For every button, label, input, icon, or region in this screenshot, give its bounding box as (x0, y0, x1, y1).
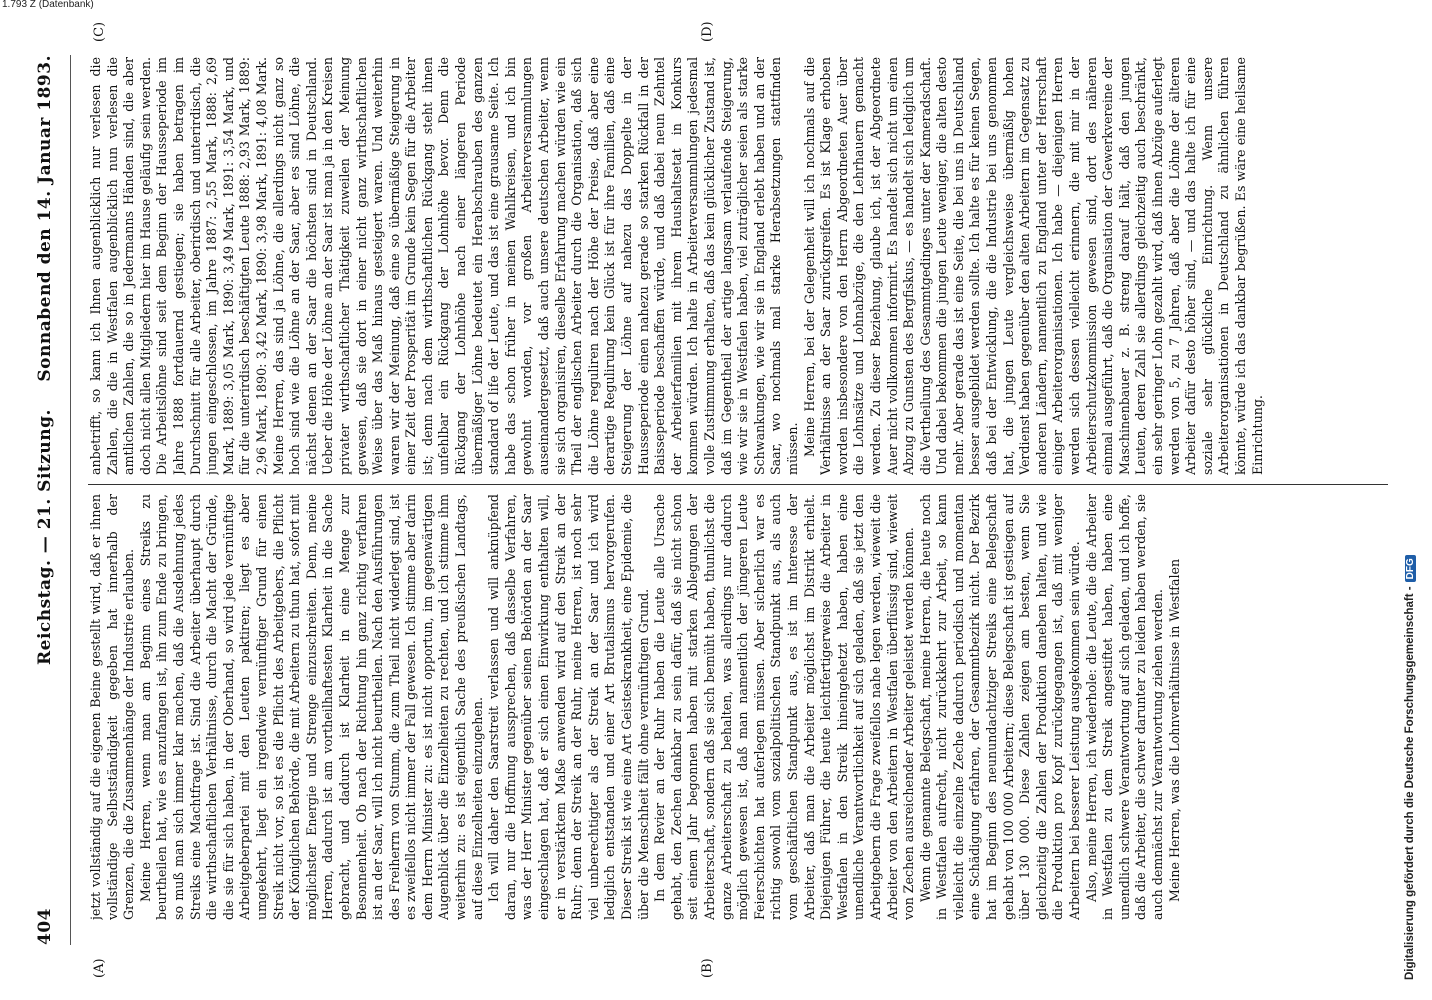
paragraph: jetzt vollständig auf die eigenen Beine gestellt wird, daß er ihnen vollständige Selbstständigkeit gegeben hat innerhalb der Grenzen, die die Zusammenhänge der Industrie erlauben. (88, 494, 137, 920)
paragraph: In dem Revier an der Ruhr haben die Leute alle Ursache gehabt, den Zechen dankbar zu sein dafür, daß sie nicht schon seit einem Jahr begonnen haben mit starken Ablegungen der Arbeiterschaft, sondern daß sie sich bemüht haben, thunlichst die ganze Arbeiterschaft zu behalten, was allerdings nur dadurch möglich gewesen ist, daß man namentlich der jüngeren Leute Feierschichten hat auferlegen müssen. Aber sicherlich war es richtig sowohl vom sozialpolitischen Standpunkt aus, als auch vom geschäftlichen Standpunkt aus, es ist im Interesse der Arbeiter, daß man die Arbeiter möglichst im Distrikt erhielt. Diejenigen Führer, die heute leichtfertigerweise die Arbeiter in Westfalen in den Streik hineingehetzt haben, haben eine unendliche Verantwortlichkeit auf sich geladen, daß sie jetzt den Arbeitgebern die Frage zweifellos nahe legen werden, wieweit die Arbeiter von den Arbeitern in Westfalen überflüssig sind, wieweit von Zechen ausreichender Arbeiter geleistet werden können. (652, 494, 917, 920)
paragraph: Also, meine Herren, ich wiederhole: die Leute, die die Arbeiter in Westfalen zu dem Streik angestiftet haben, haben eine unendlich schwere Verantwortung auf sich geladen, und ich hoffe, daß die Arbeiter, die schwer darunter zu leiden haben werden, sie auch demnächst zur Verantwortung ziehen werden. (1083, 494, 1165, 920)
page-number: 404 (35, 908, 55, 945)
margin-marker-b: (B) (700, 958, 715, 978)
paragraph: Meine Herren, was die Lohnverhältnisse in Westfalen (1166, 558, 1182, 902)
running-head (35, 55, 63, 945)
credit-text: Digitalisierung gefördert durch die Deutsche Forschungsgemeinschaft - (1404, 586, 1416, 980)
column-divider (88, 484, 1388, 485)
right-column (88, 57, 1388, 475)
digitization-credit (1404, 20, 1416, 980)
margin-marker-a: (A) (92, 958, 107, 978)
header-date: Sonnabend den 14. Januar 1893. (35, 55, 55, 382)
paragraph: Wenn die genannte Belegschaft, meine Herren, die heute noch in Westfalen aufrecht, nicht zurückkehrt zur Arbeit, so kann vielleicht die einzelne Zeche dadurch periodisch und momentan eine Schädigung erfahren, der Gesammtbezirk nicht. Der Bezirk hat im Beginn des neunundachtziger Streiks eine Belegschaft gehabt von 100 000 Arbeitern; diese Belegschaft ist gestiegen auf über 130 000. Diese Zahlen zeigen am besten, wenn Sie gleichzeitig die Zahlen der Produktion daneben halten, und wie die Produktion pro Kopf zurückgegangen ist, daß mit weniger Arbeitern bei besserer Leistung ausgekommen sein würde. (917, 494, 1083, 920)
dfg-logo: DFG (1405, 555, 1416, 582)
paragraph: anbetrifft, so kann ich Ihnen augenblicklich nur verlesen die Zahlen, die die in Westfalen augenblicklich nun verlesen die amtlichen Zahlen, die so in Jedermanns Händen sind, die aber doch nicht allen Mitgliedern hier im Hause geläufig sein werden. Die Arbeitslöhne sind seit dem Beginn der Hausseperiode im Jahre 1888 fortdauernd gestiegen; sie haben betragen im Durchschnitt für alle Arbeiter, oberirdisch und unterirdisch, die jungen eingeschlossen, im Jahre 1887: 2,55 Mark, 1888: 2,69 Mark, 1889: 3,05 Mark, 1890: 3,49 Mark, 1891: 3,54 Mark, und für die unterirdisch beschäftigten Leute 1888: 2,93 Mark, 1889: 2,96 Mark, 1890: 3,42 Mark, 1890: 3,98 Mark, 1891: 4,08 Mark. Meine Herren, das sind ja Löhne, die allerdings nicht ganz so hoch sind wie die Löhne an der Saar, aber es sind Löhne, die nächst denen an der Saar die höchsten sind in Deutschland. Ueber die Höhe der Löhne an der Saar ist man ja in den Kreisen privater wirthschaftlicher Thätigkeit zuweilen der Meinung gewesen, daß sie dort in einer nicht ganz wirthschaftlichen Weise über das Maß hinaus gesteigert waren. Und weiterhin waren wir der Meinung, daß eine so übermäßige Steigerung in einer Zeit der Prosperität im Grunde kein Segen für die Arbeiter ist; denn nach dem wirthschaftlichen Rückgang steht ihnen unfehlbar ein Rückgang der Lohnhöhe bevor. Denn die Rückgang der Lohnhöhe nach einer längeren Periode übermäßiger Löhne bedeutet ein Herabschrauben des ganzen standard of life der Leute, und das ist eine grausame Seite. Ich habe das schon früher in meinen Wahlkreisen, und ich bin gewohnt worden, vor großen Arbeiterversammlungen auseinandergesetzt, daß auch unsere deutschen Arbeiter, wenn sie sich organisiren, dieselbe Erfahrung machen würden wie ein Theil der englischen Arbeiter durch die Organisation, daß sich die Löhne reguliren nach der Höhe der Preise, daß aber eine derartige Regulirung kein Glück ist für ihre Familien, daß eine Steigerung der Löhne auf nahezu das Doppelte in der Hausseperiode einen nahezu gerade so starken Rückfall in der Baisseperiode beschaffen würde, und daß dabei neun Zehntel der Arbeiterfamilien mit ihrem Haushaltsetat in Konkurs kommen würden. Ich halte in Arbeiterversammlungen jedesmal volle Zustimmung erhalten, daß das kein glücklicher Zustand ist, daß im Gegentheil der artige langsam verlaufende Steigerung, wie wir sie in Westfalen haben, viel zuträglicher seien als starke Schwankungen, wie wir sie in England erlebt haben und an der Saar, wo nochmals mal starke Herabsetzungen stattfinden müssen. (88, 57, 800, 475)
paragraph: Ich will daher den Saarstreit verlassen und will anknüpfend daran, nur die Hoffnung aussprechen, daß dasselbe Verfahren, was der Herr Minister gegenüber seinen Behörden an der Saar eingeschlagen hat, daß er sich einen Einwirkung enthalten will, er in verstärktem Maße anwenden wird auf den Streik an der Ruhr; denn der Streik an der Ruhr, meine Herren, ist noch sehr viel unberechtigter als der Streik an der Saar und ich wird lediglich entstanden und einer Art Brutalismus hervorgerufen. Dieser Streik ist wie eine Art Geisteskrankheit, eine Epidemie, die über die Menschheit fällt ohne vernünftigen Grund. (486, 494, 651, 920)
header-rule (70, 55, 71, 945)
paragraph: Meine Herren, bei der Gelegenheit will ich nochmals auf die Verhältnisse an der Saar zurückgreifen. Es ist Klage erhoben worden insbesondere von den Herrn Abgeordneten Auer über die Lohnsätze und Lohnabzüge, die den Lehrhauern gemacht werden. Zu dieser Beziehung, glaube ich, ist der Abgeordnete Auer nicht vollkommen informirt. Es handelt sich nicht um einen Abzug zu Gunsten des Bergfiskus, — es handelt sich lediglich um die Vertheilung des Gesammtgedinges unter der Kameradschaft. Und dabei bekommen die jungen Leute weniger, die alten desto mehr. Aber gerade das ist eine Seite, die bei uns in Deutschland besser ausgebildet werden sollte. Ich halte es für keinen Segen, daß bei der Entwicklung, die die Industrie bei uns genommen hat, die jungen Leute vergleichsweise übermäßig hohen Verdienst haben gegenüber den alten Arbeitern im Gegensatz zu anderen Ländern, namentlich zu England unter der Herrschaft einiger Arbeiterorganisationen. Ich habe — diejenigen Herren werden sich dessen vielleicht erinnern, die mit mir in der Arbeiterschutzkommission gewesen sind, dort des näheren einmal ausgeführt, daß die Organisation der Gewerkvereine der Maschinenbauer z. B. streng darauf hält, daß den jungen Leuten, deren Zahl sie allerdings gleichzeitig auch beschränkt, ein sehr geringer Lohn gezahlt wird, daß ihnen Abzüge auferlegt werden von 5, zu 7 Jahren, daß aber die Löhne der älteren Arbeiter dafür desto höher sind, — und das halte ich für eine soziale sehr glückliche Einrichtung. Wenn unsere Arbeiterorganisationen in Deutschland zu ähnlichen führen könnte, würde ich das dankbar begrüßen. Es wäre eine heilsame Einrichtung. (801, 57, 1265, 475)
corner-tag: 1.793 Z (Datenbank) (2, 0, 94, 10)
margin-marker-c: (C) (92, 21, 107, 42)
header-title: Reichstag. — 21. Sitzung. (35, 409, 55, 665)
paragraph: Meine Herren, wenn man am Beginn eines Streiks zu beurtheilen hat, wie es anzufangen ist, ihn zum Ende zu bringen, so muß man sich immer klar machen, daß die Ausdehnung jedes Streiks eine Machtfrage ist. Sind die Arbeiter überhaupt durch die wirthschaftlichen Verhältnisse, durch die Macht der Gründe, die sie für sich haben, in der Oberhand, so wird jede vernünftige Arbeitgeberpartei mit den Leuten paktiren; liegt es aber umgekehrt, liegt ein irgendwie vernünftiger Grund für einen Streik nicht vor, so ist es die Pflicht des Arbeitgebers, die Pflicht der Königlichen Behörde, die mit Arbeitern zu thun hat, sofort mit möglichster Energie und Strenge einzuschreiten. Denn, meine Herren, dadurch ist am vortheilhaftesten Klarheit in die Sache gebracht, und dadurch ist Klarheit in eine Menge zur Besonnenheit. Ob nach der Richtung hin ganz richtig verfahren ist an der Saar, will ich nicht beurtheilen. Nach den Ausführungen des Freiherrn von Stumm, die zum Theil nicht widerlegt sind, ist es zweifellos nicht immer der Fall gewesen. Ich stimme aber darin dem Herrn Minister zu: es ist nicht opportun, im gegenwärtigen Augenblick über die Einzelheiten zu rechten, und ich stimme ihm weiterhin zu: es ist eigentlich Sache des preußischen Landtags, auf diese Einzelheiten einzugehen. (137, 494, 485, 920)
margin-marker-d: (D) (700, 21, 715, 42)
left-column (88, 494, 1388, 920)
